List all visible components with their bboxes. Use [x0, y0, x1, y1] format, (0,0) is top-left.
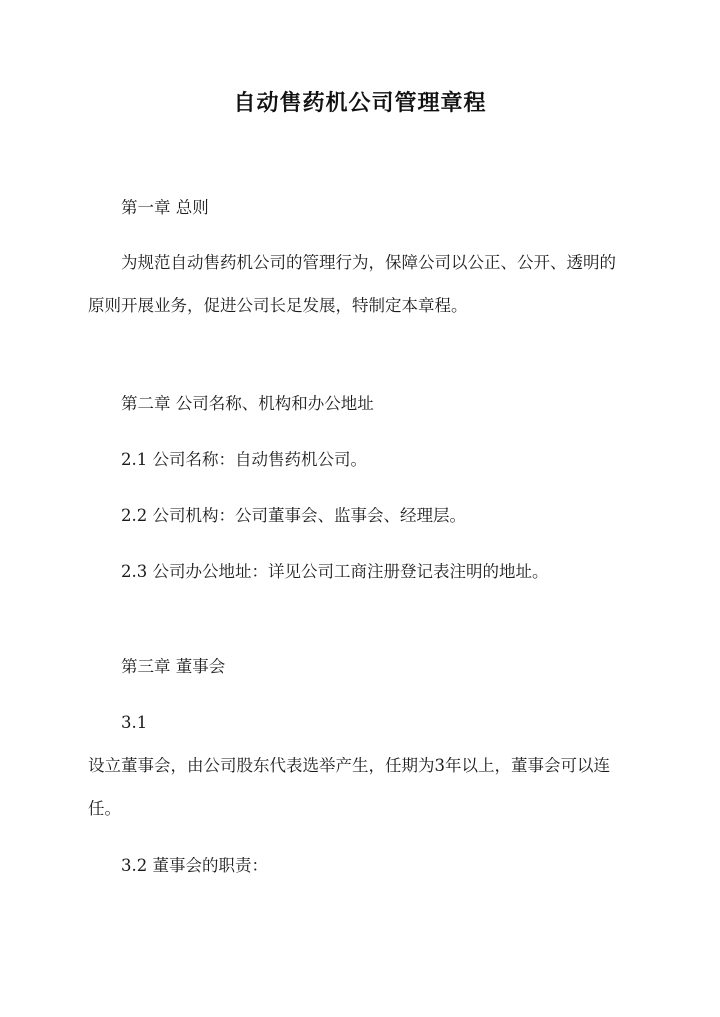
chapter-1-paragraph-line-2: 原则开展业务，促进公司长足发展，特制定本章程。: [88, 296, 468, 315]
document-title: 自动售药机公司管理章程: [233, 90, 487, 116]
section-3-2: 3.2 董事会的职责：: [121, 856, 268, 875]
section-2-3: 2.3 公司办公地址：详见公司工商注册登记表注明的地址。: [121, 562, 549, 581]
section-3-1-number: 3.1: [121, 713, 148, 732]
chapter-1-heading: 第一章 总则: [121, 198, 209, 217]
section-3-1-line-2: 任。: [88, 799, 121, 818]
chapter-1-paragraph-line-1: 为规范自动售药机公司的管理行为，保障公司以公正、公开、透明的: [121, 253, 616, 272]
chapter-2-heading: 第二章 公司名称、机构和办公地址: [121, 394, 374, 413]
section-2-1: 2.1 公司名称：自动售药机公司。: [121, 450, 367, 469]
section-2-2: 2.2 公司机构：公司董事会、监事会、经理层。: [121, 506, 466, 525]
section-3-1-line-1: 设立董事会，由公司股东代表选举产生，任期为3年以上，董事会可以连: [88, 756, 610, 775]
chapter-3-heading: 第三章 董事会: [121, 657, 226, 676]
